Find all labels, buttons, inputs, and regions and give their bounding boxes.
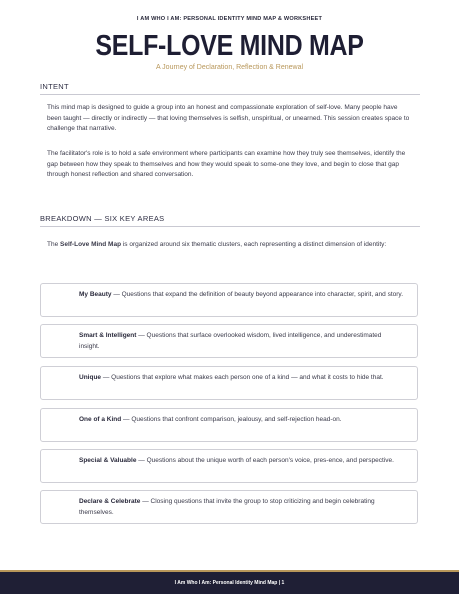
breakdown-heading: BREAKDOWN — SIX KEY AREAS [40,214,420,227]
area-name: Special & Valuable [79,457,137,464]
area-card-one-of-a-kind [40,408,418,442]
area-description: — Closing questions that invite the group to stop criticizing and begin celebrating themselves. [79,498,375,516]
area-description: — Questions that explore what makes each person one of a kind — and what it costs to hide that. [101,374,384,381]
footer-text: I Am Who I Am: Personal Identity Mind Map | 1 [174,580,285,586]
breakdown-intro-bold: Self-Love Mind Map [60,241,122,248]
area-description: — Questions that surface overlooked wisdom, lived intelligence, and underestimated insight. [79,332,382,350]
area-description: — Questions that confront comparison, jealousy, and self-rejection head-on. [121,416,342,423]
intent-paragraph-1: This mind map is designed to guide a group into an honest and compassionate exploration of self-love. Many people have been taught — directly or indirectly — that loving themselves is selfish, unspiritual, or unearned. This session creates space to challenge that narrative. [47,104,410,133]
page-footer [0,570,459,594]
area-card-smart-intelligent [40,324,418,358]
area-description: — Questions about the unique worth of each person's voice, pres-ence, and perspective. [136,457,394,464]
area-card-special-valuable [40,449,418,483]
area-name: Smart & Intelligent [79,332,137,339]
breakdown-intro [47,240,413,251]
area-name: One of a Kind [79,416,122,423]
document-kicker: I AM WHO I AM: PERSONAL IDENTITY MIND MAP & WORKSHEET [136,16,323,22]
area-name: Declare & Celebrate [79,498,141,505]
area-name: My Beauty [79,291,112,298]
page-subtitle: A Journey of Declaration, Reflection & Renewal [155,64,304,71]
page-title: SELF-LOVE MIND MAP [95,30,364,62]
area-card-unique [40,366,418,400]
area-name: Unique [79,374,102,381]
intent-paragraph-2: The facilitator's role is to hold a safe environment where participants can examine how they truly see themselves, identify the gap between how they speak to themselves and how they would speak to some-one they love, and begin to close that gap through honest reflection and shared conversation. [47,150,406,179]
breakdown-intro-suffix: is organized around six thematic clusters, each representing a distinct dimension of identity: [121,241,387,248]
area-description: — Questions that expand the definition of beauty beyond appearance into character, spirit, and story. [111,291,403,298]
intent-heading: INTENT [40,82,420,95]
breakdown-intro-prefix: The [47,241,61,248]
area-card-my-beauty [40,283,418,317]
area-card-declare-celebrate [40,490,418,524]
